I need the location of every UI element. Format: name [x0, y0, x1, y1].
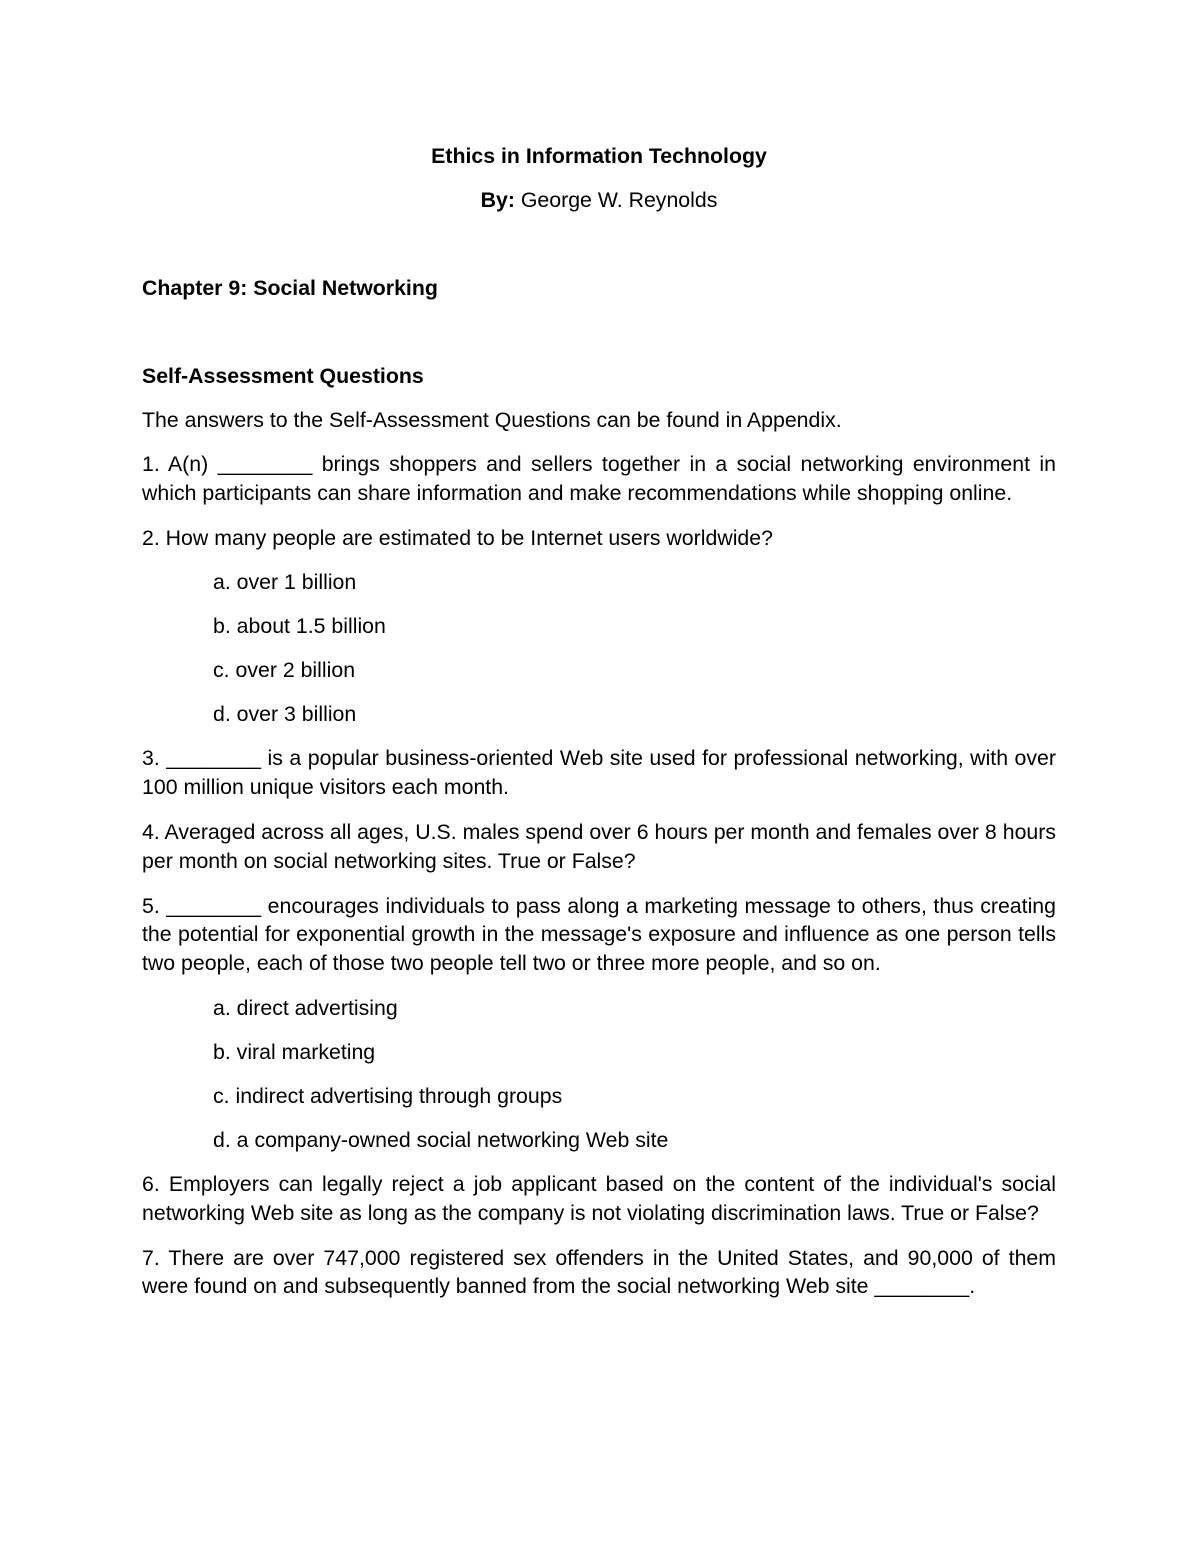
question-5: 5. ________ encourages individuals to pass along a marketing message to others, thus creating the potential for exponential growth in the message's exposure and influence as one person tells two people, each of those two people tell two or three more people, and so on. — [142, 893, 1056, 976]
question-4: 4. Averaged across all ages, U.S. males spend over 6 hours per month and females over 8 hours per month on social networking sites. True or False? — [142, 819, 1056, 873]
section-heading: Self-Assessment Questions — [142, 364, 424, 388]
by-label: By: — [480, 188, 515, 212]
question-2-option-d: d. over 3 billion — [213, 702, 357, 727]
document-page — [142, 142, 1056, 1301]
question-5-option-c: c. indirect advertising through groups — [213, 1083, 563, 1108]
question-2-options — [142, 568, 1056, 728]
question-5-options — [142, 994, 1056, 1154]
question-2-option-b: b. about 1.5 billion — [213, 614, 386, 639]
question-3: 3. ________ is a popular business-oriented Web site used for professional networking, with over 100 million unique visitors each month. — [142, 746, 1056, 800]
chapter-heading: Chapter 9: Social Networking — [142, 276, 438, 300]
question-2: 2. How many people are estimated to be Internet users worldwide? — [142, 525, 773, 550]
question-5-option-a: a. direct advertising — [213, 995, 398, 1020]
document-title: Ethics in Information Technology — [431, 144, 767, 168]
author-name: George W. Reynolds — [514, 188, 718, 212]
intro-text: The answers to the Self-Assessment Questions can be found in Appendix. — [142, 408, 842, 432]
question-5-option-d: d. a company-owned social networking Web site — [213, 1127, 669, 1152]
question-list — [142, 450, 1056, 1301]
question-7: 7. There are over 747,000 registered sex offenders in the United States, and 90,000 of them were found on and subsequently banned from the social networking Web site ________. — [142, 1245, 1056, 1299]
question-2-option-a: a. over 1 billion — [213, 570, 357, 595]
question-5-option-b: b. viral marketing — [213, 1039, 376, 1064]
question-1: 1. A(n) ________ brings shoppers and sellers together in a social networking environment in which participants can share information and make recommendations while shopping online. — [142, 452, 1056, 505]
question-6: 6. Employers can legally reject a job applicant based on the content of the individual's social networking Web site as long as the company is not violating discrimination laws. True or False? — [142, 1171, 1056, 1225]
author-byline — [142, 186, 1056, 214]
question-2-option-c: c. over 2 billion — [213, 658, 356, 683]
